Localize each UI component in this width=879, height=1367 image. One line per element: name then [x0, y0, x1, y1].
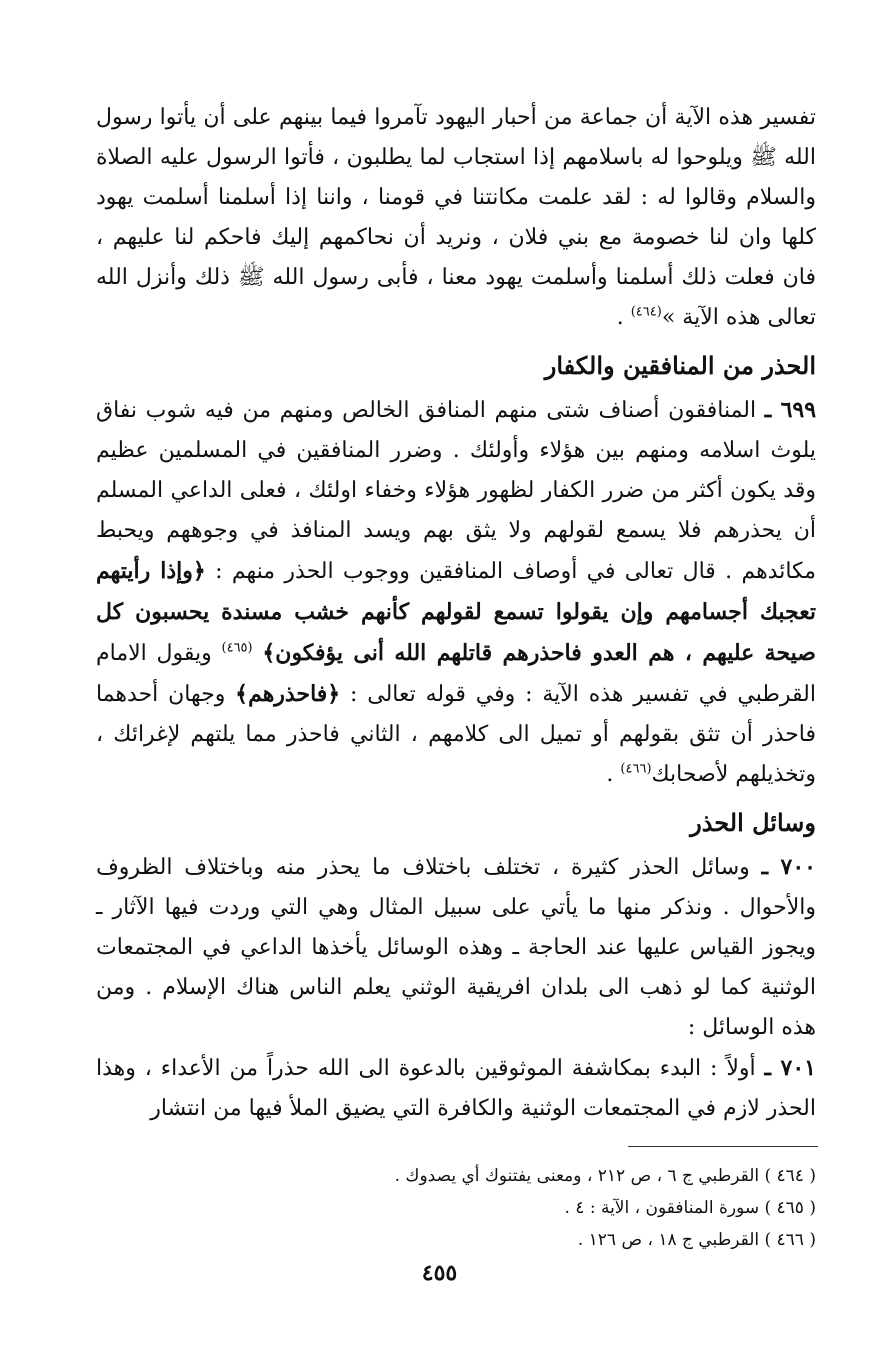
- footnote-ref-466[interactable]: (٤٦٦): [620, 761, 652, 777]
- footnotes: [96, 1160, 816, 1256]
- footnote-ref-465[interactable]: (٤٦٥): [221, 640, 253, 656]
- paragraph-number-701: ٧٠١ ـ: [764, 1055, 816, 1081]
- paragraph-number-700: ٧٠٠ ـ: [761, 854, 816, 880]
- footnote-464: ( ٤٦٤ ) القرطبي ج ٦ ، ص ٢١٢ ، ومعنى يفتنوك أي يصدوك .: [394, 1166, 816, 1186]
- paragraph-699: ٦٩٩ ـ المنافقون أصناف شتى منهم المنافق الخالص ومنهم من فيه شوب نفاق يلوث اسلامه ومنهم بين هؤلاء وأولئك . وضرر المنافقين في المسلمين عظيم وقد يكون أكثر من ضرر الكفار لظهور هؤلاء وخفاء اولئك ، فعلى الداعي المسلم أن يحذرهم فلا يسمع لقولهم ولا يثق بهم ويسد المنافذ في وجوههم ويحبط مكائدهم . قال تعالى في أوصاف المنافقين ووجوب الحذر منهم : ﴿وإذا رأيتهم تعجبك أجسامهم وإن يقولوا تسمع لقولهم كأنهم خشب مسندة يحسبون كل صيحة عليهم ، هم العدو فاحذرهم قاتلهم الله أنى يؤفكون﴾ $^{(٤٦٥)}$ ويقول الامام القرطبي في تفسير هذه الآية : وفي قوله تعالى : ﴿فاحذرهم﴾ وجهان أحدهما فاحذر أن تثق بقولهم أو تميل الى كلامهم ، الثاني فاحذر مما يلتهم لإغرائك ، وتخذيلهم لأصحابك$^{(٤٦٦)}$ .: [96, 397, 817, 787]
- paragraph-700: ٧٠٠ ـ وسائل الحذر كثيرة ، تختلف باختلاف ما يحذر منه وباختلاف الظروف والأحوال . ونذكر منها ما يأتي على سبيل المثال وهي التي وردت فيها الآثار ـ ويجوز القياس عليها عند الحاجة ـ وهذه الوسائل يأخذها الداعي في المجتمعات الوثنية كما لو ذهب الى بلدان افريقية الوثني يعلم الناس هناك الإسلام . ومن هذه الوسائل :: [96, 854, 816, 1040]
- section-heading-means: وسائل الحذر: [690, 808, 816, 837]
- paragraph-1: تفسير هذه الآية أن جماعة من أحبار اليهود تآمروا فيما بينهم على أن يأتوا رسول الله ﷺ ويلوحوا له باسلامهم إذا استجاب لما يطلبون ، فأتوا الرسول عليه الصلاة والسلام وقالوا له : لقد علمت مكانتنا في قومنا ، واننا إذا أسلمنا أسلمت يهود كلها وان لنا خصومة مع بني فلان ، ونريد أن نحاكمهم إليك فاحكم لنا عليهم ، فان فعلت ذلك أسلمنا وأسلمت يهود معنا ، فأبى رسول الله ﷺ ذلك وأنزل الله تعالى هذه الآية »$^{(٤٦٤)}$ .: [96, 105, 816, 330]
- footnote-ref-464[interactable]: (٤٦٤): [630, 304, 662, 320]
- paragraph-701: ٧٠١ ـ أولاً : البدء بمكاشفة الموثوقين بالدعوة الى الله حذراً من الأعداء ، وهذا الحذر لازم في المجتمعات الوثنية والكافرة التي يضيق الملأ فيها من انتشار: [96, 1055, 816, 1121]
- footnote-divider: [628, 1146, 818, 1147]
- paragraph-number-699: ٦٩٩ ـ: [764, 397, 817, 423]
- paragraph-1-text: تفسير هذه الآية أن جماعة من أحبار اليهود تآمروا فيما بينهم على أن يأتوا رسول الله ﷺ ويلوحوا له باسلامهم إذا استجاب لما يطلبون ، فأتوا الرسول عليه الصلاة والسلام وقالوا له : لقد علمت مكانتنا في قومنا ، واننا إذا أسلمنا أسلمت يهود كلها وان لنا خصومة مع بني فلان ، ونريد أن نحاكمهم إليك فاحكم لنا عليهم ، فان فعلت ذلك أسلمنا وأسلمت يهود معنا ، فأبى رسول الله ﷺ ذلك وأنزل الله تعالى هذه الآية »: [96, 105, 816, 330]
- footnote-466: ( ٤٦٦ ) القرطبي ج ١٨ ، ص ١٢٦ .: [577, 1230, 816, 1250]
- quran-verse: ﴿وإذا رأيتهم تعجبك أجسامهم وإن يقولوا تسمع لقولهم كأنهم خشب مسندة يحسبون كل صيحة عليهم ، هم العدو فاحذرهم قاتلهم الله أنى يؤفكون﴾: [96, 558, 816, 666]
- page-body: [96, 98, 816, 1129]
- quran-verse-short: ﴿فاحذرهم﴾: [235, 681, 341, 707]
- footnote-465: ( ٤٦٥ ) سورة المنافقون ، الآية : ٤ .: [564, 1198, 816, 1218]
- section-heading-hypocrites: الحذر من المنافقين والكفار: [544, 351, 816, 380]
- page-number: ٤٥٥: [421, 1260, 458, 1286]
